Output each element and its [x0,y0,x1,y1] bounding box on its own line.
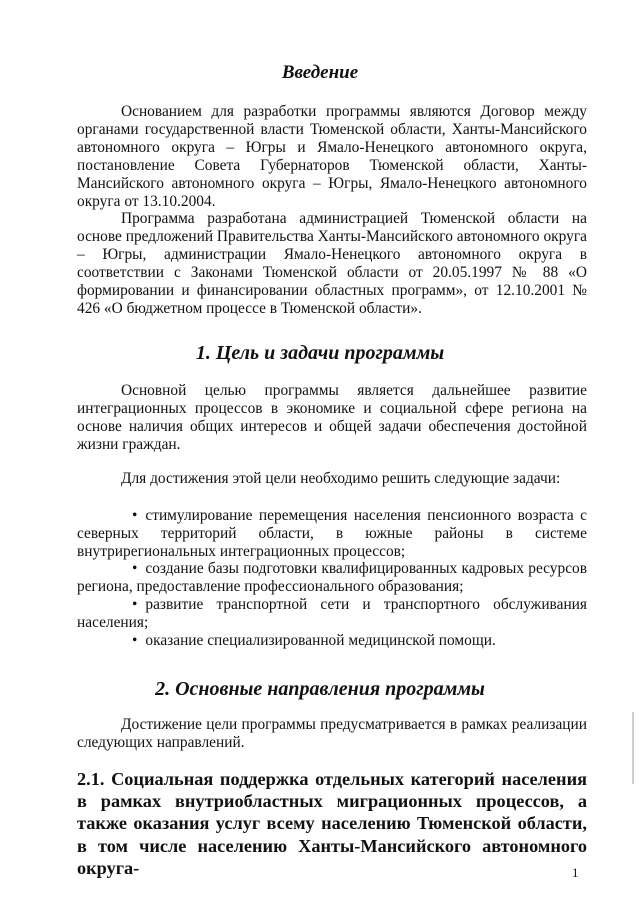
scan-edge-mark [632,712,634,784]
task-item-3 [77,596,587,632]
directions-paragraph-1: Достижение цели программы предусматривается в рамках реализации следующих направлений. [77,716,587,751]
bullet-icon: • [132,596,138,613]
page-number: 1 [572,865,579,880]
intro-paragraph-1: Основанием для разработки программы являются Договор между органами государственной власти Тюменской области, Ханты-Мансийского автономного округа – Югры и Ямало-Ненецкого автономного округа, постановление Совета Губернаторов Тюменской области, Ханты-Мансийского автономного округа – Югры, Ямало-Ненецкого автономного округа от 13.10.2004. [77,103,587,210]
intro-paragraph-2: Программа разработана администрацией Тюменской области на основе предложений Правительства Ханты-Мансийского автономного округа – Югры, администрации Ямало-Ненецкого автономного округа в соответствии с Законами Тюменской области от 20.05.1997 № 88 «О формировании и финансировании областных программ», от 12.10.2001 № 426 «О бюджетном процессе в Тюменской области». [77,210,587,317]
task-text: стимулирование перемещения населения пенсионного возраста с северных территорий области, в южные районы в системе внутрирегиональных интеграционных процессов; [77,507,587,560]
goals-heading: 1. Цель и задачи программы [195,342,445,364]
goals-paragraph-2: Для достижения этой цели необходимо решить следующие задачи: [121,470,561,487]
task-item-1 [77,507,587,561]
goals-paragraph-1: Основной целью программы является дальнейшее развитие интеграционных процессов в экономике и социальной сфере региона на основе наличия общих интересов и общей задачи обеспечения достойной жизни граждан. [77,382,587,453]
task-text: создание базы подготовки квалифицированных кадровых ресурсов региона, предоставление профессионального образования; [77,560,587,595]
task-text: развитие транспортной сети и транспортного обслуживания населения; [77,596,587,631]
task-item-2 [77,560,587,596]
bullet-icon: • [132,507,138,524]
task-item-4 [77,632,587,650]
bullet-icon: • [132,560,138,577]
intro-heading: Введение [281,62,359,83]
directions-heading: 2. Основные направления программы [155,678,485,700]
bullet-icon: • [132,632,138,649]
section-2-1-heading: 2.1. Социальная поддержка отдельных категорий населения в рамках внутриобластных миграционных процессов, а также оказания услуг всему населению Тюменской области, в том числе населению Ханты-Мансийского автономного округа- [77,769,587,878]
task-text: оказание специализированной медицинской помощи. [145,632,496,649]
